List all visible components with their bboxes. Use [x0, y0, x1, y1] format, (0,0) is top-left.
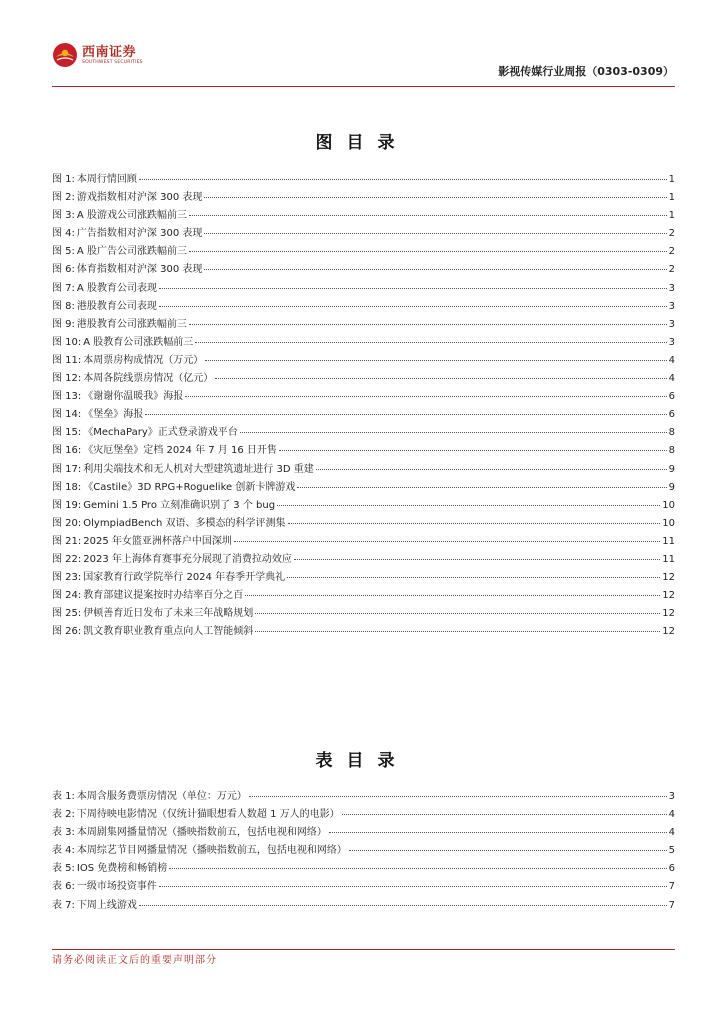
toc-entry-text: 体育指数相对沪深 300 表现: [76, 264, 203, 276]
toc-page-number: 12: [662, 590, 675, 602]
toc-dot-leader: [195, 342, 666, 343]
toc-entry-label: 图 23:: [52, 572, 82, 584]
figure-index-entry[interactable]: [52, 568, 675, 586]
toc-page-number: 9: [668, 481, 675, 493]
toc-entry-label: 图 10:: [52, 336, 82, 348]
toc-entry-text: Gemini 1.5 Pro 立刻准确识别了 3 个 bug: [83, 499, 276, 511]
toc-entry-text: 利用尖端技术和无人机对大型建筑遗址进行 3D 重建: [83, 463, 314, 475]
toc-entry-label: 图 7:: [52, 282, 75, 294]
toc-entry-label: 图 4:: [52, 228, 75, 240]
figure-index-entry[interactable]: [52, 297, 675, 315]
toc-dot-leader: [255, 631, 660, 632]
toc-dot-leader: [342, 814, 667, 815]
toc-page-number: 12: [662, 608, 675, 620]
figure-index-entry[interactable]: [52, 224, 675, 242]
logo-chinese-name: 西南证券: [82, 44, 137, 60]
toc-page-number: 3: [668, 336, 675, 348]
toc-entry-label: 图 9:: [52, 318, 75, 330]
toc-entry-text: 本周行情回顾: [76, 174, 137, 185]
toc-dot-leader: [159, 288, 667, 289]
toc-page-number: 9: [668, 463, 675, 475]
toc-dot-leader: [139, 905, 667, 906]
toc-entry-text: 游戏指数相对沪深 300 表现: [76, 192, 203, 204]
toc-dot-leader: [215, 378, 666, 379]
toc-page-number: 3: [668, 791, 675, 802]
toc-page-number: 12: [662, 626, 675, 638]
toc-dot-leader: [159, 306, 667, 307]
toc-dot-leader: [205, 360, 666, 361]
toc-entry-text: 伊顿善育近日发布了未来三年战略规划: [83, 608, 254, 620]
toc-entry-text: 国家教育行政学院举行 2024 年春季开学典礼: [83, 572, 286, 584]
toc-page-number: 3: [668, 300, 675, 312]
report-title: 影视传媒行业周报（0303-0309）: [498, 65, 674, 78]
toc-page-number: 7: [668, 899, 675, 911]
toc-dot-leader: [145, 414, 666, 415]
toc-dot-leader: [189, 324, 667, 325]
figure-index-entry[interactable]: [52, 514, 675, 532]
toc-page-number: 4: [668, 354, 675, 366]
toc-entry-label: 图 13:: [52, 391, 82, 403]
figure-index-entry[interactable]: [52, 586, 675, 604]
footer-divider: [52, 949, 675, 950]
toc-entry-label: 图 18:: [52, 481, 82, 493]
toc-entry-label: 图 19:: [52, 499, 82, 511]
toc-entry-label: 表 5:: [52, 863, 75, 875]
figure-index-entry[interactable]: [52, 622, 675, 640]
table-index-list: [52, 787, 675, 914]
toc-entry-label: 图 20:: [52, 517, 82, 529]
toc-page-number: 10: [662, 499, 675, 511]
toc-dot-leader: [245, 595, 660, 596]
figure-index-entry[interactable]: [52, 242, 675, 260]
table-index-entry[interactable]: [52, 877, 675, 895]
toc-page-number: 1: [668, 174, 675, 185]
toc-entry-label: 图 15:: [52, 427, 82, 439]
figure-index-entry[interactable]: [52, 405, 675, 423]
table-index-entry[interactable]: [52, 896, 675, 914]
toc-entry-label: 表 7:: [52, 899, 75, 911]
toc-entry-label: 图 14:: [52, 409, 82, 421]
toc-page-number: 3: [668, 282, 675, 294]
toc-page-number: 6: [668, 409, 675, 421]
toc-page-number: 3: [668, 318, 675, 330]
toc-entry-text: 凯文教育职业教育重点向人工智能倾斜: [83, 626, 254, 638]
toc-entry-text: 本周各院线票房情况（亿元）: [83, 373, 214, 385]
table-index-entry[interactable]: [52, 823, 675, 841]
figure-index-entry[interactable]: [52, 315, 675, 333]
toc-dot-leader: [139, 179, 667, 180]
figure-index-entry[interactable]: [52, 441, 675, 459]
toc-entry-text: 一级市场投资事件: [76, 881, 157, 893]
figure-index-title: 图目录: [315, 133, 409, 153]
toc-entry-label: 图 11:: [52, 354, 82, 366]
logo-english-name: SOUTHWEST SECURITIES: [82, 59, 143, 65]
toc-entry-label: 图 1:: [52, 174, 75, 185]
toc-dot-leader: [185, 396, 666, 397]
toc-entry-text: OlympiadBench 双语、多模态的科学评测集: [83, 517, 286, 529]
toc-dot-leader: [234, 541, 660, 542]
toc-entry-text: 《MechaPary》正式登录游戏平台: [83, 427, 238, 439]
toc-entry-label: 图 3:: [52, 210, 75, 222]
toc-entry-label: 表 3:: [52, 827, 75, 839]
figure-index-entry[interactable]: [52, 170, 675, 188]
toc-dot-leader: [277, 505, 660, 506]
toc-entry-label: 图 6:: [52, 264, 75, 276]
toc-dot-leader: [255, 613, 660, 614]
toc-entry-label: 表 6:: [52, 881, 75, 893]
toc-entry-text: 港股教育公司涨跌幅前三: [76, 318, 187, 330]
toc-entry-text: A 股广告公司涨跌幅前三: [76, 246, 187, 258]
toc-entry-text: A 股教育公司表现: [76, 282, 157, 294]
logo-emblem-icon: [52, 42, 78, 68]
toc-page-number: 7: [668, 881, 675, 893]
toc-dot-leader: [159, 886, 667, 887]
figure-index-entry[interactable]: [52, 460, 675, 478]
figure-index-entry[interactable]: [52, 423, 675, 441]
figure-index-entry[interactable]: [52, 369, 675, 387]
toc-entry-text: 《灾厄堡垒》定档 2024 年 7 月 16 日开售: [83, 445, 277, 457]
figure-index-entry[interactable]: [52, 387, 675, 405]
toc-entry-text: IOS 免费榜和畅销榜: [76, 863, 168, 875]
toc-page-number: 1: [668, 192, 675, 204]
toc-entry-text: 本周票房构成情况（万元）: [83, 354, 204, 366]
toc-dot-leader: [240, 432, 667, 433]
toc-page-number: 11: [662, 535, 675, 547]
toc-entry-text: 《堡垒》海报: [83, 409, 144, 421]
toc-dot-leader: [279, 450, 667, 451]
figure-index-list: [52, 170, 675, 640]
toc-page-number: 5: [668, 845, 675, 857]
figure-index-entry[interactable]: [52, 206, 675, 224]
footer-disclaimer: 请务必阅读正文后的重要声明部分: [52, 955, 217, 966]
toc-page-number: 1: [668, 210, 675, 222]
toc-dot-leader: [249, 796, 667, 797]
toc-entry-text: 本周剧集网播量情况（播映指数前五，包括电视和网络）: [76, 827, 327, 839]
table-index-entry[interactable]: [52, 841, 675, 859]
figure-index-entry[interactable]: [52, 496, 675, 514]
toc-dot-leader: [316, 469, 667, 470]
figure-index-entry[interactable]: [52, 351, 675, 369]
toc-entry-label: 表 2:: [52, 809, 75, 821]
toc-dot-leader: [204, 233, 666, 234]
toc-page-number: 6: [668, 863, 675, 875]
figure-index-entry[interactable]: [52, 478, 675, 496]
toc-page-number: 6: [668, 391, 675, 403]
company-logo: [52, 42, 143, 68]
toc-entry-text: 本周含服务费票房情况（单位：万元）: [76, 791, 247, 802]
toc-page-number: 11: [662, 553, 675, 565]
header-divider: [52, 86, 675, 87]
figure-index-entry[interactable]: [52, 532, 675, 550]
figure-index-entry[interactable]: [52, 279, 675, 297]
toc-dot-leader: [294, 559, 660, 560]
toc-page-number: 4: [668, 827, 675, 839]
toc-page-number: 2: [668, 228, 675, 240]
toc-dot-leader: [287, 577, 660, 578]
figure-index-entry[interactable]: [52, 550, 675, 568]
table-index-entry[interactable]: [52, 859, 675, 877]
toc-page-number: 12: [662, 572, 675, 584]
toc-entry-text: 下周待映电影情况（仅统计猫眼想看人数超 1 万人的电影）: [76, 809, 340, 821]
toc-page-number: 4: [668, 373, 675, 385]
toc-entry-label: 图 5:: [52, 246, 75, 258]
toc-entry-label: 图 26:: [52, 626, 82, 638]
toc-page-number: 2: [668, 246, 675, 258]
toc-entry-text: 《谢谢你温暖我》海报: [83, 391, 184, 403]
toc-dot-leader: [288, 523, 661, 524]
toc-page-number: 4: [668, 809, 675, 821]
toc-entry-label: 图 2:: [52, 192, 75, 204]
toc-entry-label: 图 25:: [52, 608, 82, 620]
toc-page-number: 2: [668, 264, 675, 276]
toc-page-number: 10: [662, 517, 675, 529]
toc-dot-leader: [204, 269, 666, 270]
toc-entry-text: 《Castile》3D RPG+Roguelike 创新卡牌游戏: [83, 481, 296, 493]
toc-entry-text: 本周综艺节目网播量情况（播映指数前五，包括电视和网络）: [76, 845, 347, 857]
toc-entry-label: 图 8:: [52, 300, 75, 312]
toc-entry-label: 表 1:: [52, 791, 75, 802]
toc-dot-leader: [189, 251, 667, 252]
figure-index-entry[interactable]: [52, 260, 675, 278]
toc-dot-leader: [189, 215, 667, 216]
toc-dot-leader: [349, 850, 667, 851]
toc-entry-label: 图 12:: [52, 373, 82, 385]
page-header: [52, 42, 674, 88]
toc-entry-text: 广告指数相对沪深 300 表现: [76, 228, 203, 240]
table-index-entry[interactable]: [52, 787, 675, 805]
toc-entry-text: 下周上线游戏: [76, 899, 137, 911]
toc-dot-leader: [297, 487, 666, 488]
toc-entry-label: 表 4:: [52, 845, 75, 857]
toc-entry-text: A 股教育公司涨跌幅前三: [83, 336, 194, 348]
toc-dot-leader: [204, 197, 666, 198]
toc-entry-text: 教育部建议提案按时办结率百分之百: [83, 590, 244, 602]
toc-entry-label: 图 22:: [52, 553, 82, 565]
toc-entry-text: A 股游戏公司涨跌幅前三: [76, 210, 187, 222]
table-index-title: 表目录: [315, 751, 409, 771]
toc-page-number: 8: [668, 427, 675, 439]
table-index-entry[interactable]: [52, 805, 675, 823]
toc-entry-label: 图 21:: [52, 535, 82, 547]
toc-entry-text: 2025 年女篮亚洲杯落户中国深圳: [83, 535, 232, 547]
toc-entry-text: 2023 年上海体育赛事充分展现了消费拉动效应: [83, 553, 292, 565]
toc-entry-label: 图 24:: [52, 590, 82, 602]
toc-page-number: 8: [668, 445, 675, 457]
figure-index-entry[interactable]: [52, 188, 675, 206]
toc-entry-text: 港股教育公司表现: [76, 300, 157, 312]
toc-dot-leader: [169, 868, 666, 869]
toc-entry-label: 图 17:: [52, 463, 82, 475]
figure-index-entry[interactable]: [52, 604, 675, 622]
figure-index-entry[interactable]: [52, 333, 675, 351]
toc-dot-leader: [329, 832, 667, 833]
toc-entry-label: 图 16:: [52, 445, 82, 457]
